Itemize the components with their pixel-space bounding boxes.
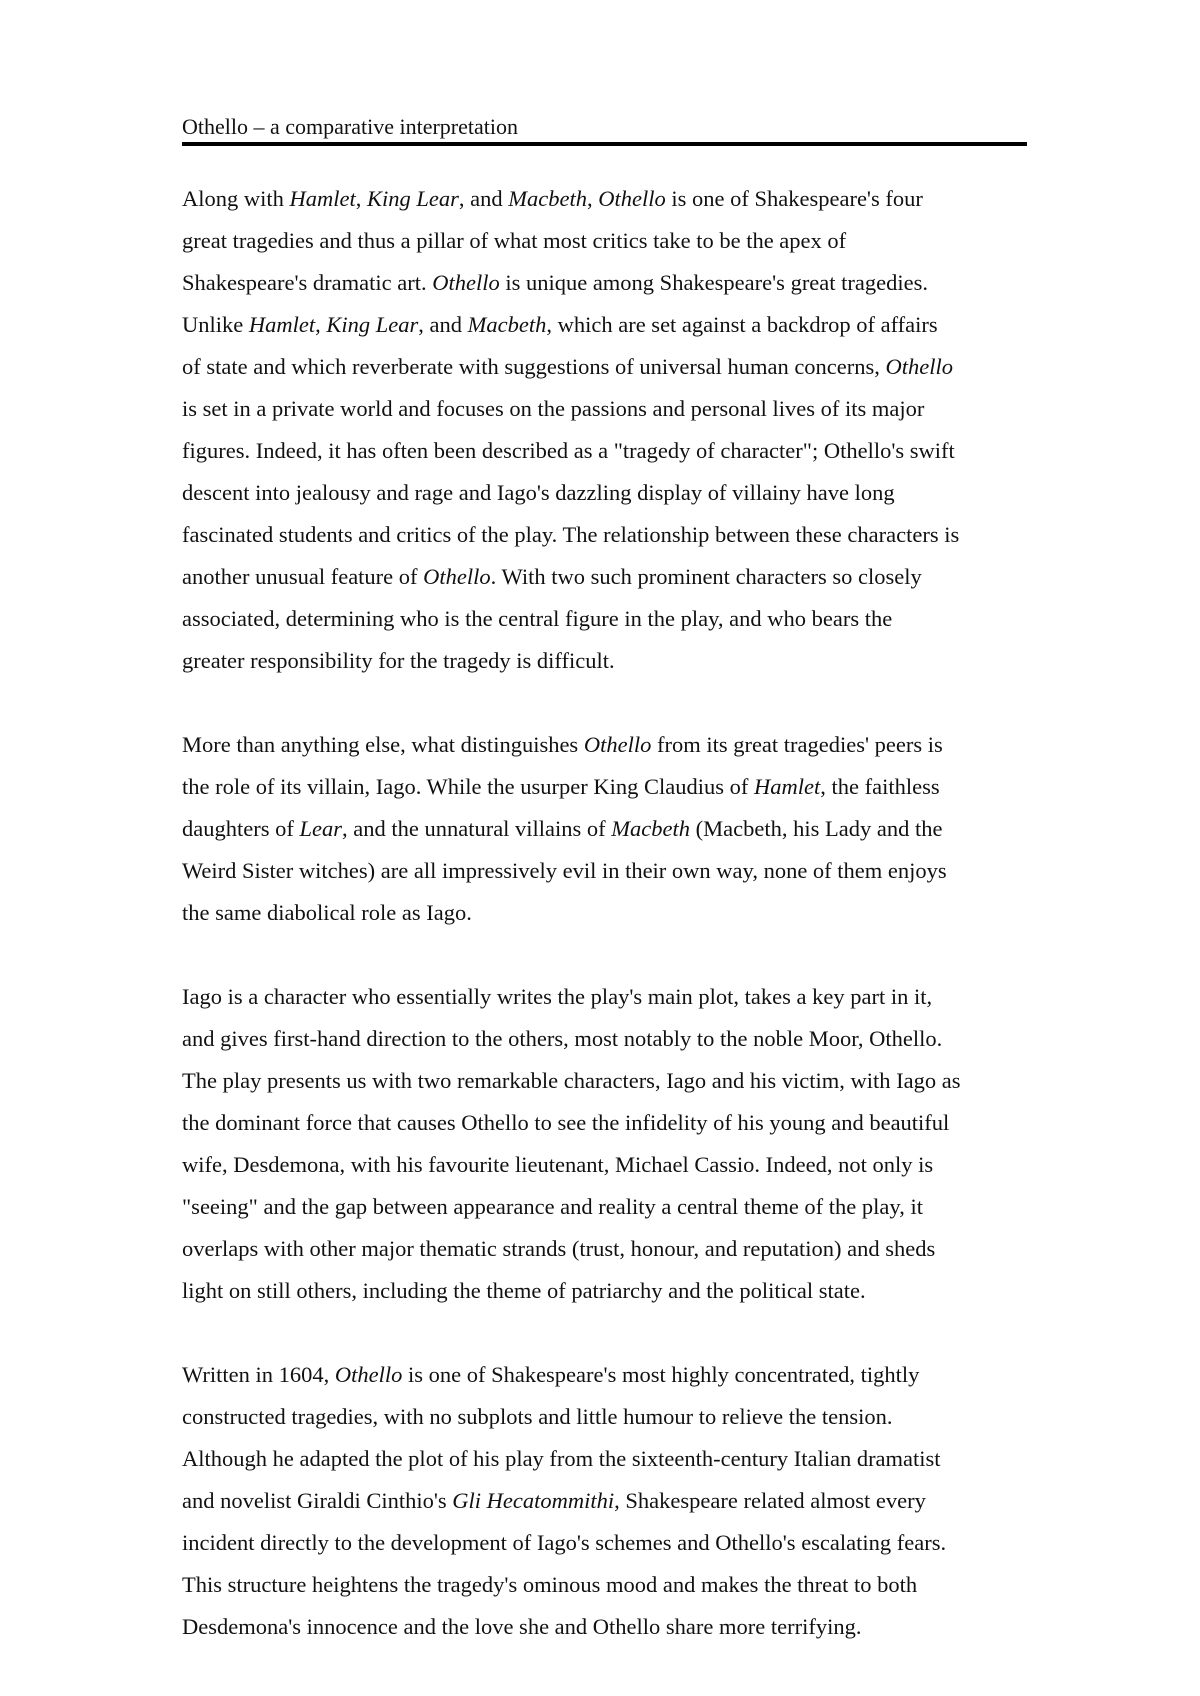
text-run: incident directly to the development of Iago's schemes and Othello's escalating fears. xyxy=(182,1530,947,1555)
text-run: Weird Sister witches) are all impressively evil in their own way, none of them enjoys xyxy=(182,858,947,883)
text-run: and gives first-hand direction to the others, most notably to the noble Moor, Othello. xyxy=(182,1026,943,1051)
paragraph xyxy=(182,724,1032,934)
text-run: figures. Indeed, it has often been described as a "tragedy of character"; Othello's swift xyxy=(182,438,955,463)
text-line xyxy=(182,1396,1032,1438)
text-run: constructed tragedies, with no subplots and little humour to relieve the tension. xyxy=(182,1404,893,1429)
text-line xyxy=(182,976,1032,1018)
text-line xyxy=(182,640,1032,682)
text-run: Shakespeare's dramatic art. xyxy=(182,270,433,295)
text-run: Along with xyxy=(182,186,290,211)
text-run: The play presents us with two remarkable characters, Iago and his victim, with Iago as xyxy=(182,1068,961,1093)
text-line xyxy=(182,388,1032,430)
text-run: the same diabolical role as Iago. xyxy=(182,900,472,925)
text-run: great tragedies and thus a pillar of what most critics take to be the apex of xyxy=(182,228,847,253)
text-run: (Macbeth, his Lady and the xyxy=(690,816,943,841)
text-run: More than anything else, what distinguishes xyxy=(182,732,584,757)
text-run: and novelist Giraldi Cinthio's xyxy=(182,1488,453,1513)
paragraph xyxy=(182,178,1032,682)
text-line xyxy=(182,1480,1032,1522)
text-run: of state and which reverberate with suggestions of universal human concerns, xyxy=(182,354,886,379)
text-line xyxy=(182,1018,1032,1060)
text-run: Unlike xyxy=(182,312,249,337)
italic-title-text: Macbeth xyxy=(508,186,587,211)
text-line xyxy=(182,1606,1032,1648)
text-run: is unique among Shakespeare's great tragedies. xyxy=(499,270,928,295)
text-run: another unusual feature of xyxy=(182,564,424,589)
text-line xyxy=(182,178,1032,220)
italic-title-text: Othello xyxy=(583,732,652,757)
text-run: Written in 1604, xyxy=(182,1362,335,1387)
text-line xyxy=(182,1354,1032,1396)
italic-title-text: Othello xyxy=(432,270,500,295)
text-run: descent into jealousy and rage and Iago's dazzling display of villainy have long xyxy=(182,480,895,505)
text-run: . With two such prominent characters so closely xyxy=(490,564,922,589)
italic-title-text: Macbeth xyxy=(467,312,547,337)
text-line xyxy=(182,766,1032,808)
text-run: , xyxy=(355,186,368,211)
text-line xyxy=(182,262,1032,304)
text-line xyxy=(182,1228,1032,1270)
text-line xyxy=(182,892,1032,934)
italic-title-text: Othello xyxy=(334,1362,403,1387)
italic-title-text: Othello xyxy=(423,564,491,589)
text-line xyxy=(182,1564,1032,1606)
text-line xyxy=(182,1438,1032,1480)
text-run: This structure heightens the tragedy's ominous mood and makes the threat to both xyxy=(182,1572,918,1597)
page-header xyxy=(182,112,1027,146)
text-run: , Shakespeare related almost every xyxy=(614,1488,926,1513)
text-run: , which are set against a backdrop of affairs xyxy=(546,312,938,337)
text-line xyxy=(182,808,1032,850)
text-run: , the faithless xyxy=(820,774,940,799)
text-run: fascinated students and critics of the play. The relationship between these characters is xyxy=(182,522,960,547)
text-line xyxy=(182,850,1032,892)
text-line xyxy=(182,220,1032,262)
text-line xyxy=(182,346,1032,388)
italic-title-text: Hamlet xyxy=(248,312,316,337)
text-line xyxy=(182,1270,1032,1312)
text-line xyxy=(182,598,1032,640)
header-title: Othello – a comparative interpretation xyxy=(182,114,518,139)
text-run: Although he adapted the plot of his play from the sixteenth-century Italian dramatist xyxy=(182,1446,941,1471)
paragraph xyxy=(182,976,1032,1312)
italic-title-text: Hamlet xyxy=(753,774,821,799)
text-run: the role of its villain, Iago. While the usurper King Claudius of xyxy=(182,774,754,799)
italic-title-text: King Lear xyxy=(367,186,459,211)
italic-title-text: King Lear xyxy=(326,312,419,337)
text-run: , and xyxy=(418,312,468,337)
text-line xyxy=(182,304,1032,346)
text-run: light on still others, including the theme of patriarchy and the political state. xyxy=(182,1278,866,1303)
text-run: overlaps with other major thematic strands (trust, honour, and reputation) and sheds xyxy=(182,1236,936,1261)
text-run: wife, Desdemona, with his favourite lieutenant, Michael Cassio. Indeed, not only is xyxy=(182,1152,934,1177)
text-run: , and the unnatural villains of xyxy=(341,816,612,841)
text-run: daughters of xyxy=(182,816,300,841)
text-line xyxy=(182,1144,1032,1186)
text-line xyxy=(182,514,1032,556)
text-line xyxy=(182,1186,1032,1228)
text-line xyxy=(182,472,1032,514)
text-run: from its great tragedies' peers is xyxy=(651,732,943,757)
italic-title-text: Lear xyxy=(299,816,342,841)
italic-title-text: Hamlet xyxy=(289,186,356,211)
text-run: "seeing" and the gap between appearance and reality a central theme of the play, it xyxy=(182,1194,923,1219)
text-run: , xyxy=(587,186,599,211)
document-body xyxy=(182,178,1032,1690)
italic-title-text: Macbeth xyxy=(611,816,691,841)
text-run: Iago is a character who essentially writes the play's main plot, takes a key part in it, xyxy=(182,984,933,1009)
italic-title-text: Othello xyxy=(598,186,666,211)
text-line xyxy=(182,724,1032,766)
text-line xyxy=(182,430,1032,472)
text-run: the dominant force that causes Othello to see the infidelity of his young and beautiful xyxy=(182,1110,950,1135)
paragraph xyxy=(182,1354,1032,1648)
text-line xyxy=(182,1522,1032,1564)
text-run: , and xyxy=(458,186,509,211)
text-run: is one of Shakespeare's most highly concentrated, tightly xyxy=(402,1362,920,1387)
italic-title-text: Gli Hecatommithi xyxy=(452,1488,615,1513)
text-line xyxy=(182,556,1032,598)
text-line xyxy=(182,1060,1032,1102)
italic-title-text: Othello xyxy=(885,354,954,379)
text-run: , xyxy=(315,312,327,337)
text-run: associated, determining who is the central figure in the play, and who bears the xyxy=(182,606,893,631)
text-run: greater responsibility for the tragedy is difficult. xyxy=(182,648,615,673)
text-run: Desdemona's innocence and the love she and Othello share more terrifying. xyxy=(182,1614,862,1639)
text-run: is one of Shakespeare's four xyxy=(665,186,923,211)
text-run: is set in a private world and focuses on the passions and personal lives of its major xyxy=(182,396,925,421)
text-line xyxy=(182,1102,1032,1144)
